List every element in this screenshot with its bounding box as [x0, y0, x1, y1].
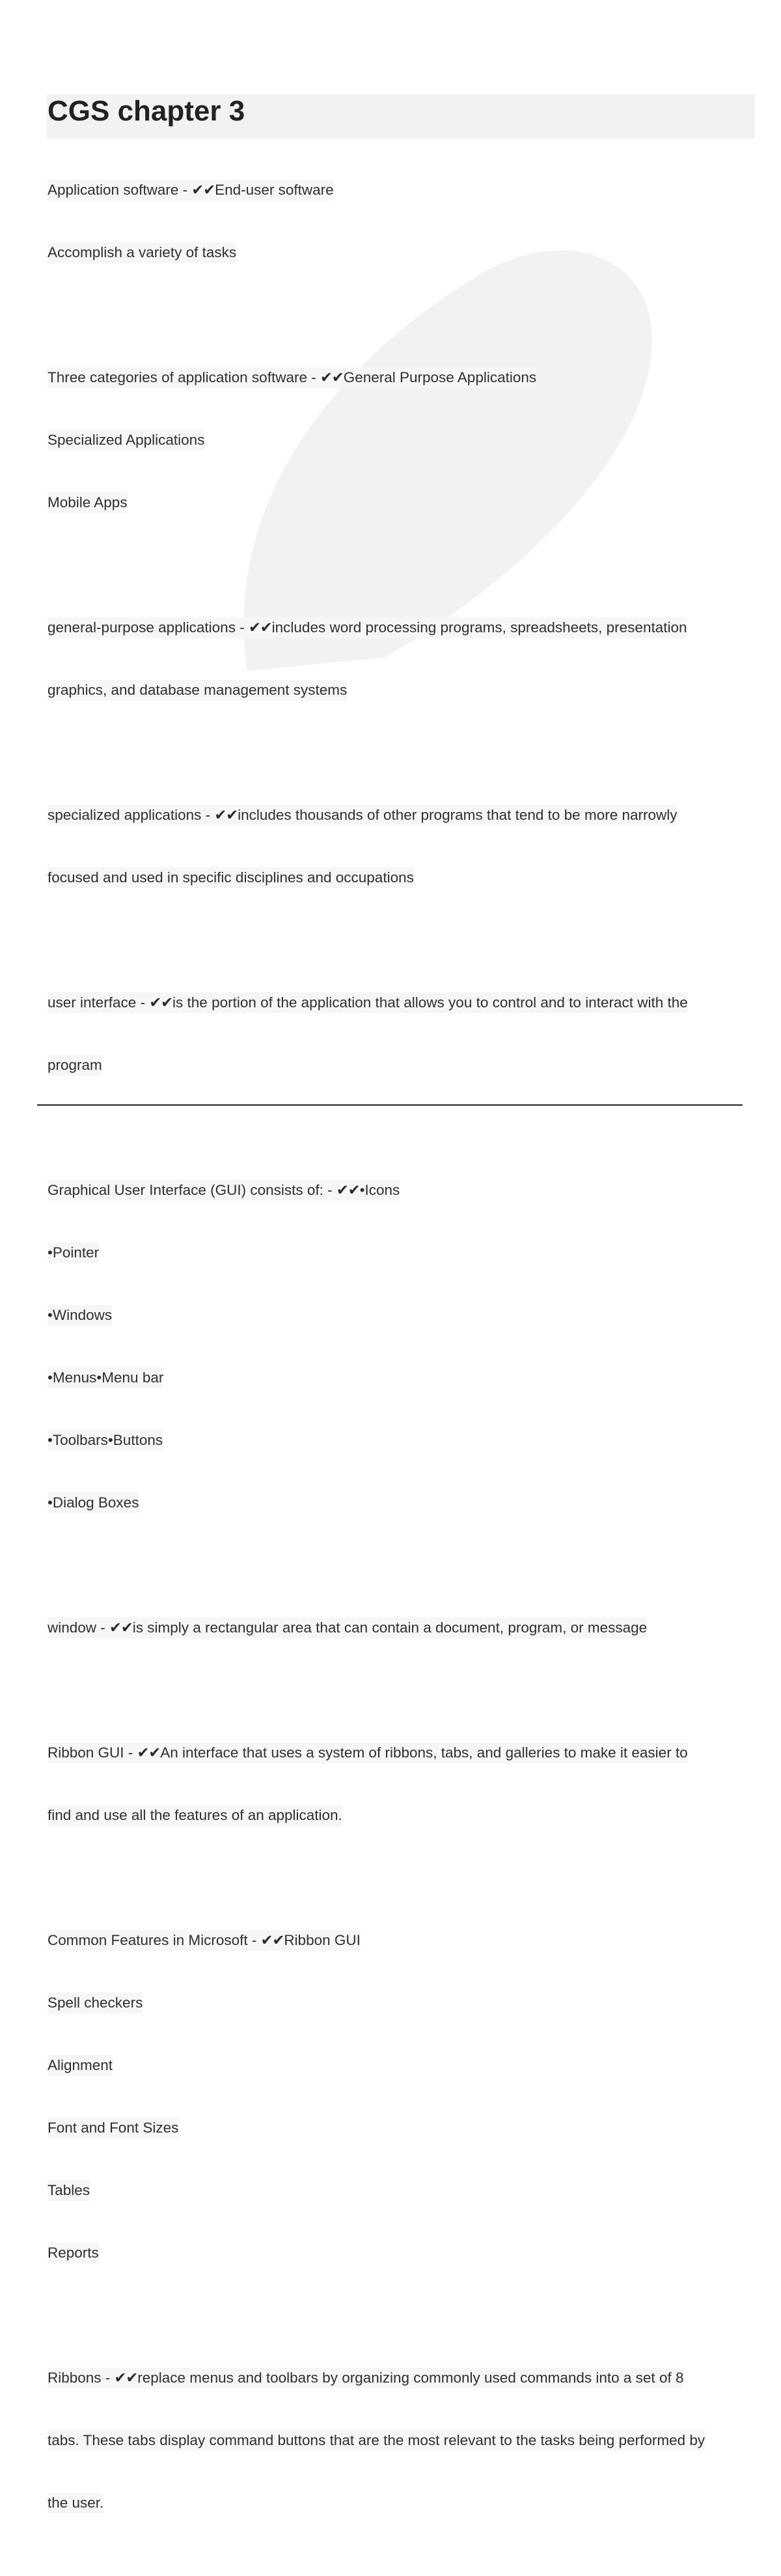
- entry-definition-line: is the portion of the application that allows you to control and to interact with the: [172, 994, 688, 1011]
- flashcard-entry: [48, 576, 763, 742]
- entry-first-line: [48, 1743, 688, 1763]
- page-bottom-rule: [37, 1104, 743, 1106]
- entry-definition-line: replace menus and toolbars by organizing commonly used commands into a set of 8: [137, 2370, 684, 2386]
- entry-definition-line: graphics, and database management systems: [48, 680, 347, 701]
- flashcard-entry: [48, 2326, 763, 2555]
- entry-definition-line: includes word processing programs, spreadsheets, presentation: [271, 619, 687, 636]
- entry-term: Common Features in Microsoft -: [48, 1932, 261, 1948]
- entry-definition-line: Mobile Apps: [48, 492, 128, 513]
- entry-term: Ribbon GUI -: [48, 1744, 137, 1761]
- entry-definition-line: the user.: [48, 2493, 103, 2513]
- entry-first-line: [48, 1930, 361, 1951]
- entry-first-line: [48, 992, 688, 1013]
- entry-definition-line: tabs. These tabs display command buttons that are the most relevant to the tasks being performed by: [48, 2430, 705, 2451]
- check-mark-icon: ✔✔: [114, 2370, 138, 2387]
- entry-definition-line: find and use all the features of an application.: [48, 1805, 342, 1826]
- entry-term: user interface -: [48, 994, 150, 1011]
- entry-term: general-purpose applications -: [48, 619, 249, 636]
- flashcard-list: [48, 138, 763, 2576]
- flashcard-entry: [48, 1701, 763, 1868]
- entry-definition-line: Ribbon GUI: [284, 1932, 361, 1948]
- entry-term: Application software -: [48, 182, 192, 198]
- entry-definition-line: Specialized Applications: [48, 430, 204, 451]
- flashcard-entry: [48, 763, 763, 930]
- entry-definition-line: •Pointer: [48, 1242, 99, 1263]
- entry-definition-line: General Purpose Applications: [343, 369, 537, 385]
- entry-definition-line: An interface that uses a system of ribbons, tabs, and galleries to make it easier to: [160, 1744, 688, 1761]
- check-mark-icon: ✔✔: [137, 1744, 161, 1761]
- check-mark-icon: ✔✔: [191, 182, 215, 199]
- entry-term: window -: [48, 1619, 110, 1636]
- entry-definition-line: program: [48, 1055, 102, 1076]
- flashcard-entry: [48, 138, 763, 305]
- entry-definition-line: End-user software: [215, 182, 334, 198]
- page-title: CGS chapter 3: [48, 95, 245, 127]
- entry-definition-line: Alignment: [48, 2055, 113, 2076]
- entry-definition-line: Accomplish a variety of tasks: [48, 242, 236, 263]
- entry-first-line: [48, 617, 687, 638]
- check-mark-icon: ✔✔: [149, 994, 173, 1011]
- flashcard-entry: [48, 326, 763, 555]
- entry-term: Three categories of application software -: [48, 369, 320, 385]
- entry-first-line: [48, 1180, 400, 1201]
- check-mark-icon: ✔✔: [214, 807, 238, 824]
- entry-definition-line: •Toolbars•Buttons: [48, 1430, 163, 1451]
- flashcard-entry: [48, 1576, 763, 1680]
- flashcard-entry: [48, 1138, 763, 1555]
- check-mark-icon: ✔✔: [260, 1932, 284, 1949]
- entry-first-line: [48, 805, 677, 826]
- entry-definition-line: •Menus•Menu bar: [48, 1367, 163, 1388]
- entry-definition-line: Tables: [48, 2180, 90, 2201]
- entry-definition-line: •Windows: [48, 1305, 112, 1326]
- flashcard-entry: [48, 1888, 763, 2305]
- entry-term: Graphical User Interface (GUI) consists of: -: [48, 1182, 336, 1198]
- check-mark-icon: ✔✔: [109, 1619, 133, 1636]
- flashcard-entry: [48, 951, 763, 1117]
- check-mark-icon: ✔✔: [320, 369, 344, 386]
- entry-definition-line: focused and used in specific disciplines and occupations: [48, 867, 414, 888]
- entry-definition-line: is simply a rectangular area that can contain a document, program, or message: [132, 1619, 648, 1636]
- entry-term: specialized applications -: [48, 807, 215, 823]
- entry-first-line: [48, 367, 536, 388]
- entry-term: Ribbons -: [48, 2370, 115, 2386]
- entry-definition-line: includes thousands of other programs that tend to be more narrowly: [238, 807, 678, 823]
- entry-definition-line: Spell checkers: [48, 1993, 143, 2013]
- entry-definition-line: Reports: [48, 2243, 99, 2263]
- check-mark-icon: ✔✔: [336, 1182, 360, 1199]
- entry-definition-line: •Dialog Boxes: [48, 1492, 139, 1513]
- entry-definition-line: •Icons: [359, 1182, 400, 1198]
- entry-definition-line: Font and Font Sizes: [48, 2118, 178, 2138]
- check-mark-icon: ✔✔: [248, 619, 272, 636]
- entry-first-line: [48, 2368, 683, 2388]
- entry-first-line: [48, 1617, 647, 1638]
- entry-first-line: [48, 180, 334, 201]
